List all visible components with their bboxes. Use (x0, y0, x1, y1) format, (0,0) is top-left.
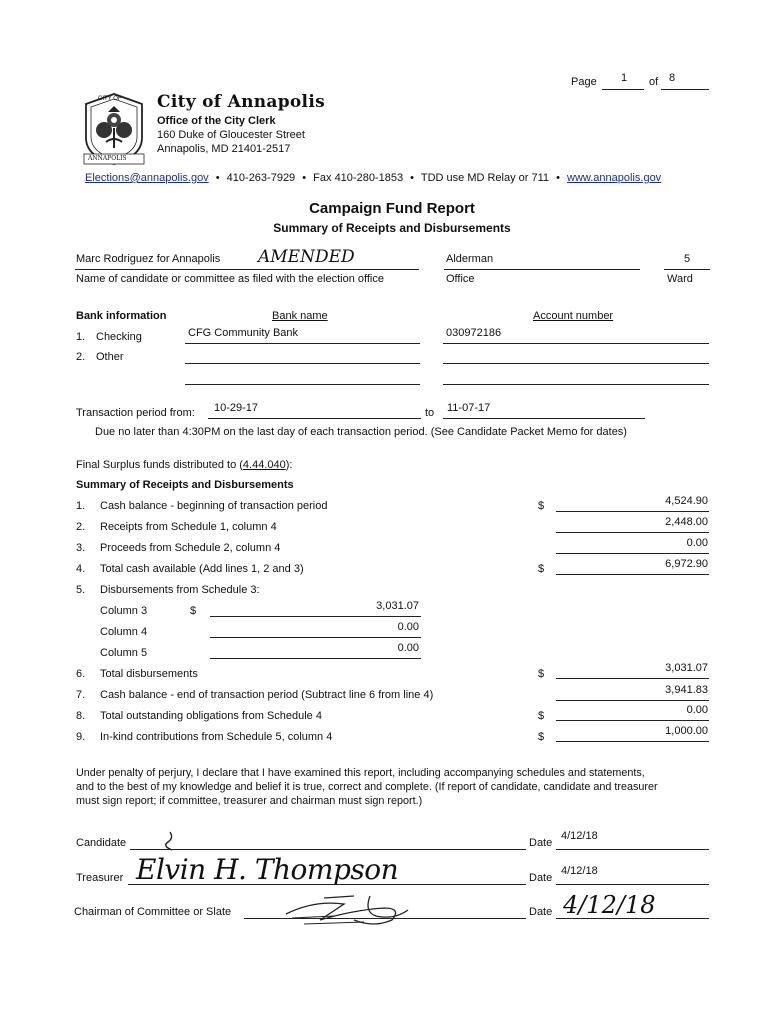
page-number: 1 (620, 72, 628, 84)
candidate-date: 4/12/18 (561, 830, 598, 842)
separator: • (302, 172, 307, 184)
currency-sign: $ (538, 710, 545, 722)
separator: • (215, 172, 220, 184)
amended-note: AMENDED (258, 247, 355, 267)
column-value: 0.00 (397, 642, 419, 654)
line-label: Cash balance - end of transaction period (Subtract line 6 from line 4) (100, 689, 434, 701)
summary-heading: Summary of Receipts and Disbursements (76, 479, 294, 491)
bank-row-account: 030972186 (446, 327, 502, 339)
line-num: 5. (76, 584, 86, 596)
bank-section-label: Bank information (76, 310, 167, 322)
page-label: Page (571, 76, 597, 88)
column-label: Column 5 (100, 647, 148, 659)
declaration-line-3: must sign report; if committee, treasurer and chairman must sign report.) (76, 795, 423, 807)
line-label: Total disbursements (100, 668, 198, 680)
bank-row-num: 2. (76, 351, 86, 363)
line-value: 3,031.07 (665, 662, 708, 674)
currency-sign: $ (538, 668, 545, 680)
page-total: 8 (668, 72, 676, 84)
period-to-label: to (425, 407, 435, 419)
declaration-line-1: Under penalty of perjury, I declare that I have examined this report, including accompanying schedules and statements, (76, 767, 645, 779)
fax: Fax 410-280-1853 (313, 172, 404, 184)
treasurer-label: Treasurer (76, 872, 124, 884)
date-label: Date (529, 837, 553, 849)
ward-label: Ward (667, 273, 693, 285)
line-label: In-kind contributions from Schedule 5, column 4 (100, 731, 333, 743)
report-subtitle: Summary of Receipts and Disbursements (273, 221, 511, 235)
currency-sign: $ (538, 500, 545, 512)
office-value: Alderman (446, 253, 494, 265)
bank-name-header: Bank name (272, 310, 328, 322)
line-label: Total cash available (Add lines 1, 2 and 3) (100, 563, 304, 575)
final-surplus-label: Final Surplus funds distributed to ( (76, 459, 243, 471)
line-label: Total outstanding obligations from Schedule 4 (100, 710, 322, 722)
line-label: Disbursements from Schedule 3: (100, 584, 260, 596)
date-label: Date (529, 906, 553, 918)
candidate-name: Marc Rodriguez for Annapolis (76, 253, 221, 265)
period-from-label: Transaction period from: (76, 407, 195, 419)
bank-row-type: Checking (96, 331, 142, 343)
currency-sign: $ (190, 605, 197, 617)
bank-row-type: Other (96, 351, 124, 363)
seal-text-top: CITY OF (98, 96, 122, 102)
line-num: 2. (76, 521, 86, 533)
office-name: Office of the City Clerk (157, 115, 276, 127)
website-link[interactable]: www.annapolis.gov (567, 172, 662, 184)
separator: • (410, 172, 414, 184)
candidate-label: Candidate (76, 837, 127, 849)
seal-text-bottom: ANNAPOLIS (88, 155, 127, 162)
line-num: 9. (76, 731, 86, 743)
office-label: Office (446, 273, 475, 285)
line-value: 3,941.83 (665, 684, 708, 696)
column-value: 3,031.07 (376, 600, 419, 612)
line-num: 4. (76, 563, 86, 575)
final-surplus-end: ): (285, 459, 293, 471)
contact-bar (85, 172, 661, 184)
line-num: 7. (76, 689, 86, 701)
column-label: Column 4 (100, 626, 148, 638)
line-label: Cash balance - beginning of transaction period (100, 500, 328, 512)
city-name: City of Annapolis (157, 92, 325, 112)
chairman-label: Chairman of Committee or Slate (74, 906, 232, 918)
treasurer-signature: Elvin H. Thompson (136, 853, 399, 886)
tdd: TDD use MD Relay or 711 (420, 172, 550, 184)
line-label: Proceeds from Schedule 2, column 4 (100, 542, 281, 554)
due-note: Due no later than 4:30PM on the last day of each transaction period. (See Candidate Packet Memo for dates) (95, 426, 627, 438)
report-title: Campaign Fund Report (309, 200, 475, 217)
line-value: 2,448.00 (665, 516, 708, 528)
candidate-name-label: Name of candidate or committee as filed with the election office (76, 273, 384, 285)
chairman-signature-icon (284, 890, 414, 933)
line-label: Receipts from Schedule 1, column 4 (100, 521, 277, 533)
line-num: 8. (76, 710, 86, 722)
email-link[interactable]: Elections@annapolis.gov (85, 172, 209, 184)
line-value: 0.00 (686, 704, 708, 716)
candidate-signature-mark-icon (160, 830, 180, 855)
currency-sign: $ (538, 731, 545, 743)
column-value: 0.00 (397, 621, 419, 633)
bank-row-bank: CFG Community Bank (188, 327, 299, 339)
chairman-date: 4/12/18 (563, 891, 656, 919)
account-number-header: Account number (533, 310, 614, 322)
line-num: 3. (76, 542, 86, 554)
final-surplus (76, 459, 292, 471)
final-surplus-value: 4.44.040 (242, 459, 286, 471)
period-to-value: 11-07-17 (447, 402, 491, 414)
column-label: Column 3 (100, 605, 148, 617)
line-value: 4,524.90 (665, 495, 708, 507)
phone: 410-263-7929 (226, 172, 296, 184)
page-of-label: of (649, 76, 659, 88)
street-address: 160 Duke of Gloucester Street (157, 129, 305, 141)
ward-value: 5 (683, 253, 691, 265)
declaration-line-2: and to the best of my knowledge and belief it is true, correct and complete. (If report of candidate, candidate and treasurer (76, 781, 658, 793)
city-state-zip: Annapolis, MD 21401-2517 (157, 143, 291, 155)
separator: • (556, 172, 560, 184)
line-num: 1. (76, 500, 86, 512)
treasurer-date: 4/12/18 (561, 865, 598, 877)
city-seal-icon (80, 90, 148, 166)
bank-row-num: 1. (76, 331, 86, 343)
currency-sign: $ (538, 563, 545, 575)
line-num: 6. (76, 668, 86, 680)
line-value: 1,000.00 (665, 725, 708, 737)
date-label: Date (529, 872, 553, 884)
period-from-value: 10-29-17 (214, 402, 259, 414)
line-value: 6,972.90 (665, 558, 708, 570)
line-value: 0.00 (686, 537, 708, 549)
